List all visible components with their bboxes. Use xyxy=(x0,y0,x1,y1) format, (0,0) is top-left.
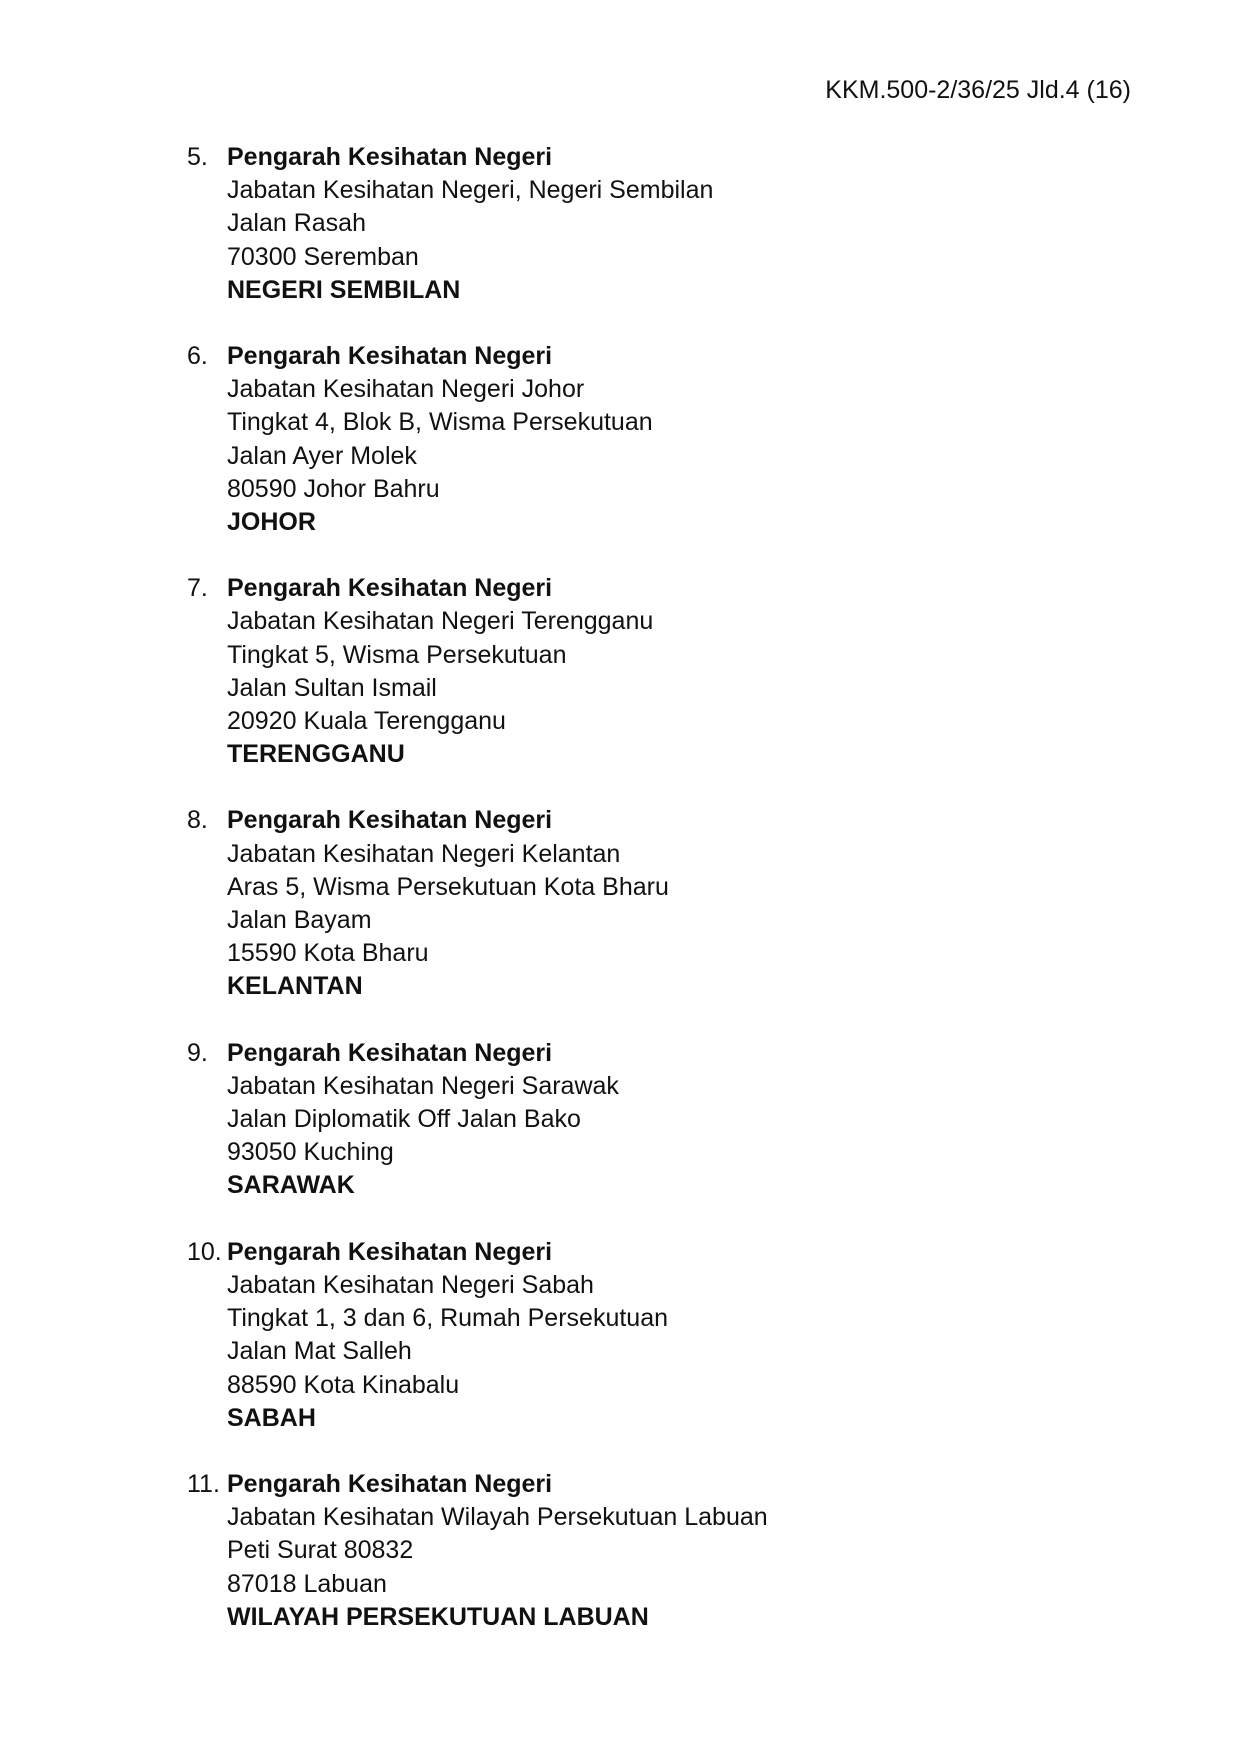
entry-number: 6. xyxy=(187,342,208,371)
address-line: Jalan Sultan Ismail xyxy=(227,673,437,702)
entry-title: Pengarah Kesihatan Negeri xyxy=(227,1038,553,1067)
entry-title: Pengarah Kesihatan Negeri xyxy=(227,342,553,371)
address-line: 80590 Johor Bahru xyxy=(227,474,440,503)
entry-state: NEGERI SEMBILAN xyxy=(227,275,461,304)
address-list xyxy=(187,141,1087,1667)
entry-state: TERENGGANU xyxy=(227,740,405,769)
entry-title: Pengarah Kesihatan Negeri xyxy=(227,574,553,603)
address-entry xyxy=(187,141,1087,307)
address-line: Jalan Bayam xyxy=(227,906,372,935)
entry-number: 7. xyxy=(187,574,208,603)
address-entry xyxy=(187,572,1087,771)
entry-state: KELANTAN xyxy=(227,972,363,1001)
address-line: Jabatan Kesihatan Negeri Johor xyxy=(227,375,585,404)
entry-title: Pengarah Kesihatan Negeri xyxy=(227,143,553,171)
entry-title: Pengarah Kesihatan Negeri xyxy=(227,806,553,835)
address-line: Peti Surat 80832 xyxy=(227,1536,414,1565)
address-line: Jabatan Kesihatan Negeri Kelantan xyxy=(227,839,621,868)
address-line: Jabatan Kesihatan Negeri, Negeri Sembilan xyxy=(227,176,714,205)
address-line: Jabatan Kesihatan Negeri Sarawak xyxy=(227,1071,619,1100)
entry-state: WILAYAH PERSEKUTUAN LABUAN xyxy=(227,1602,649,1631)
address-line: Jabatan Kesihatan Wilayah Persekutuan Labuan xyxy=(227,1503,768,1532)
address-line: Jalan Diplomatik Off Jalan Bako xyxy=(227,1105,581,1134)
entry-state: JOHOR xyxy=(227,508,316,537)
address-line: Tingkat 5, Wisma Persekutuan xyxy=(227,640,567,669)
address-entry xyxy=(187,340,1087,539)
address-line: Tingkat 4, Blok B, Wisma Persekutuan xyxy=(227,408,653,437)
entry-state: SARAWAK xyxy=(227,1171,355,1200)
address-line: Jabatan Kesihatan Negeri Sabah xyxy=(227,1270,594,1299)
address-line: Aras 5, Wisma Persekutuan Kota Bharu xyxy=(227,872,669,901)
address-line: 15590 Kota Bharu xyxy=(227,939,429,968)
address-entry xyxy=(187,1468,1087,1634)
entry-number: 8. xyxy=(187,806,208,835)
address-line: Jabatan Kesihatan Negeri Terengganu xyxy=(227,607,654,636)
entry-number: 9. xyxy=(187,1038,208,1067)
address-line: Tingkat 1, 3 dan 6, Rumah Persekutuan xyxy=(227,1304,669,1333)
address-line: 88590 Kota Kinabalu xyxy=(227,1370,460,1399)
entry-number: 11. xyxy=(187,1469,220,1498)
address-entry xyxy=(187,1236,1087,1435)
address-line: Jalan Rasah xyxy=(227,209,366,238)
entry-title: Pengarah Kesihatan Negeri xyxy=(227,1237,553,1266)
address-entry xyxy=(187,804,1087,1003)
address-entry xyxy=(187,1037,1087,1203)
entry-state: SABAH xyxy=(227,1403,316,1432)
address-line: 87018 Labuan xyxy=(227,1569,387,1598)
reference-number: KKM.500-2/36/25 Jld.4 (16) xyxy=(825,76,1131,104)
address-line: Jalan Ayer Molek xyxy=(227,441,417,470)
address-line: 93050 Kuching xyxy=(227,1138,394,1167)
address-line: 20920 Kuala Terengganu xyxy=(227,707,506,736)
entry-number: 10. xyxy=(187,1237,222,1266)
address-line: Jalan Mat Salleh xyxy=(227,1337,412,1366)
entry-number: 5. xyxy=(187,143,208,171)
address-line: 70300 Seremban xyxy=(227,242,419,271)
entry-title: Pengarah Kesihatan Negeri xyxy=(227,1469,553,1498)
